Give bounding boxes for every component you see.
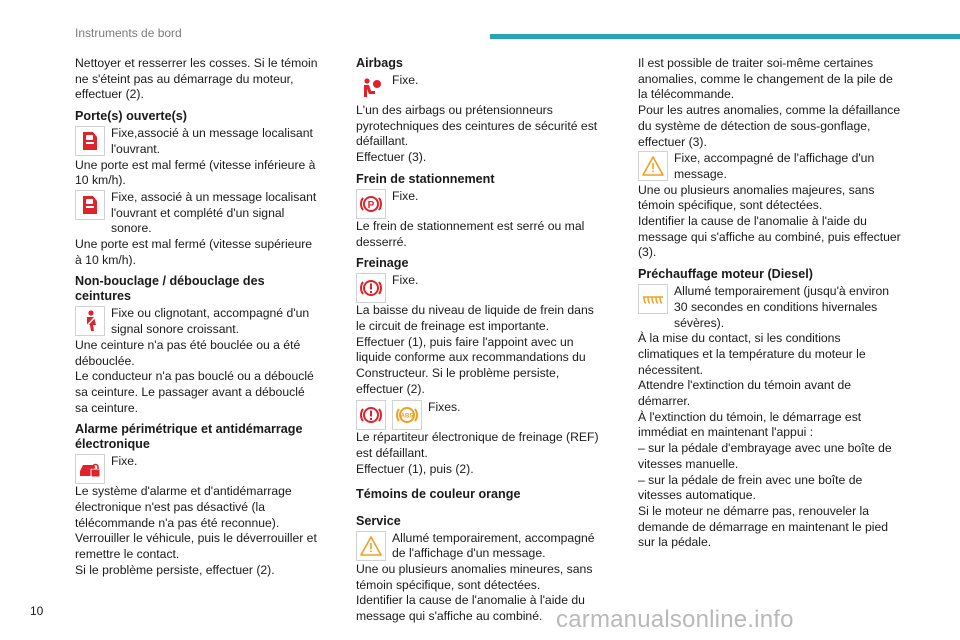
seatbelt-heading: Non-bouclage / débouclage des ceintures: [75, 274, 265, 304]
column-2: Airbags Fixe. L'un des airbags ou prétensionneurs pyrotechniques des ceintures de sécurité est défaillant. Effectuer (3). Frein de stationnement P Fixe. Le frein de stationnement est serré ou mal desserré. Freinage Fixe. La baisse du niveau de liquide de frein dans le circuit de freinage est importante. Effectuer (1), puis faire l'appoint avec un liquide conforme aux recommandations du Constructeur. Si le problème persiste, effectuer (2). ABS Fixes. Le répartiteur électronique de freinage (REF) est défaillant. Effectuer (1), puis (2). Témoins de couleur orange Service Allumé temporairement, accompagné de l'affichage d'un message. Une ou plusieurs anomalies mineures, sans témoin spécifique, sont détectées. Identifier la cause de l'anomalie à l'aide du message qui s'affiche au combiné.: [356, 56, 606, 625]
preheat-item: Allumé temporairement (jusqu'à environ 30 secondes en conditions hivernales sévères).: [638, 284, 903, 331]
alarm-item: Fixe.: [75, 454, 320, 484]
airbags-item: Fixe.: [356, 73, 606, 103]
parking-brake-heading: Frein de stationnement: [356, 171, 495, 186]
parking-brake-icon: [356, 189, 386, 219]
car-door-open-icon: [75, 126, 105, 156]
watermark-text: carmanualsonline.info: [556, 606, 794, 633]
page-number: 10: [30, 604, 44, 618]
car-door-open-icon: [75, 190, 105, 220]
braking-ref-item: ABS Fixes.: [356, 400, 606, 430]
section-title: Instruments de bord: [75, 26, 182, 40]
brake-warning-icon: [356, 273, 386, 303]
car-lock-icon: [75, 454, 105, 484]
service-heading: Service: [356, 513, 401, 528]
seatbelt-item: Fixe ou clignotant, accompagné d'un signal sonore croissant.: [75, 306, 320, 337]
braking-item: Fixe.: [356, 273, 606, 303]
column-1: Nettoyer et resserrer les cosses. Si le témoin ne s'éteint pas au démarrage du moteur, effectuer (2). Porte(s) ouverte(s) Fixe,associé à un message localisant l'ouvrant. Une porte est mal fermé (vitesse inférieure à 10 km/h). Fixe, associé à un message localisant l'ouvrant et complété d'un signal sonore. Une porte est mal fermé (vitesse supérieure à 10 km/h). Non-bouclage / débouclage des ceintures Fixe ou clignotant, accompagné d'un signal sonore croissant. Une ceinture n'a pas été bouclée ou a été débouclée. Le conducteur n'a pas bouclé ou a débouclé sa ceinture. Le passager avant a débouclé sa ceinture. Alarme périmétrique et antidémarrage électronique Fixe. Le système d'alarme et d'antidémarrage électronique n'est pas désactivé (la télécommande n'a pas été reconnue). Verrouiller le véhicule, puis le déverrouiller et remettre le contact. Si le problème persiste, effectuer (2).: [75, 56, 320, 579]
airbag-icon: [356, 73, 386, 103]
warning-triangle-icon: [356, 531, 386, 561]
service-item: Allumé temporairement, accompagné de l'affichage d'un message.: [356, 531, 606, 562]
seatbelt-icon: [75, 306, 105, 336]
intro-text: Nettoyer et resserrer les cosses. Si le témoin ne s'éteint pas au démarrage du moteur, effectuer (2).: [75, 56, 318, 102]
brake-warning-icon: [356, 400, 386, 430]
glow-plug-icon: [638, 284, 668, 314]
column-3: Il est possible de traiter soi-même certaines anomalies, comme le changement de la pile de la télécommande. Pour les autres anomalies, comme la défaillance du système de détection de sous-gonflage, effectuer (3). Fixe, accompagné de l'affichage d'un message. Une ou plusieurs anomalies majeures, sans témoin spécifique, sont détectées. Identifier la cause de l'anomalie à l'aide du message qui s'affiche au combiné, puis effectuer (3). Préchauffage moteur (Diesel) Allumé temporairement (jusqu'à environ 30 secondes en conditions hivernales sévères). À la mise du contact, si les conditions climatiques et la température du moteur le nécessitent. Attendre l'extinction du témoin avant de démarrer. À l'extinction du témoin, le démarrage est immédiat en maintenant l'appui : – sur la pédale d'embrayage avec une boîte de vitesses manuelle. – sur la pédale de frein avec une boîte de vitesses automatique. Si le moteur ne démarre pas, renouveler la demande de démarrage en maintenant le pied sur la pédale.: [638, 56, 903, 551]
service-major-item: Fixe, accompagné de l'affichage d'un message.: [638, 151, 903, 182]
header-accent-bar: [490, 34, 960, 39]
braking-heading: Freinage: [356, 256, 409, 271]
svg-text:P: P: [367, 199, 375, 211]
preheat-heading: Préchauffage moteur (Diesel): [638, 267, 813, 282]
airbags-heading: Airbags: [356, 56, 403, 70]
alarm-heading: Alarme périmétrique et antidémarrage électronique: [75, 422, 303, 452]
orange-lights-heading: Témoins de couleur orange: [356, 486, 521, 501]
abs-icon: [392, 400, 422, 430]
parking-brake-item: P Fixe.: [356, 189, 606, 219]
svg-text:ABS: ABS: [400, 413, 414, 420]
doors-item-1: Fixe,associé à un message localisant l'ouvrant.: [75, 126, 320, 157]
doors-item-2: Fixe, associé à un message localisant l'ouvrant et complété d'un signal sonore.: [75, 190, 320, 237]
doors-heading: Porte(s) ouverte(s): [75, 109, 187, 124]
warning-triangle-icon: [638, 151, 668, 181]
